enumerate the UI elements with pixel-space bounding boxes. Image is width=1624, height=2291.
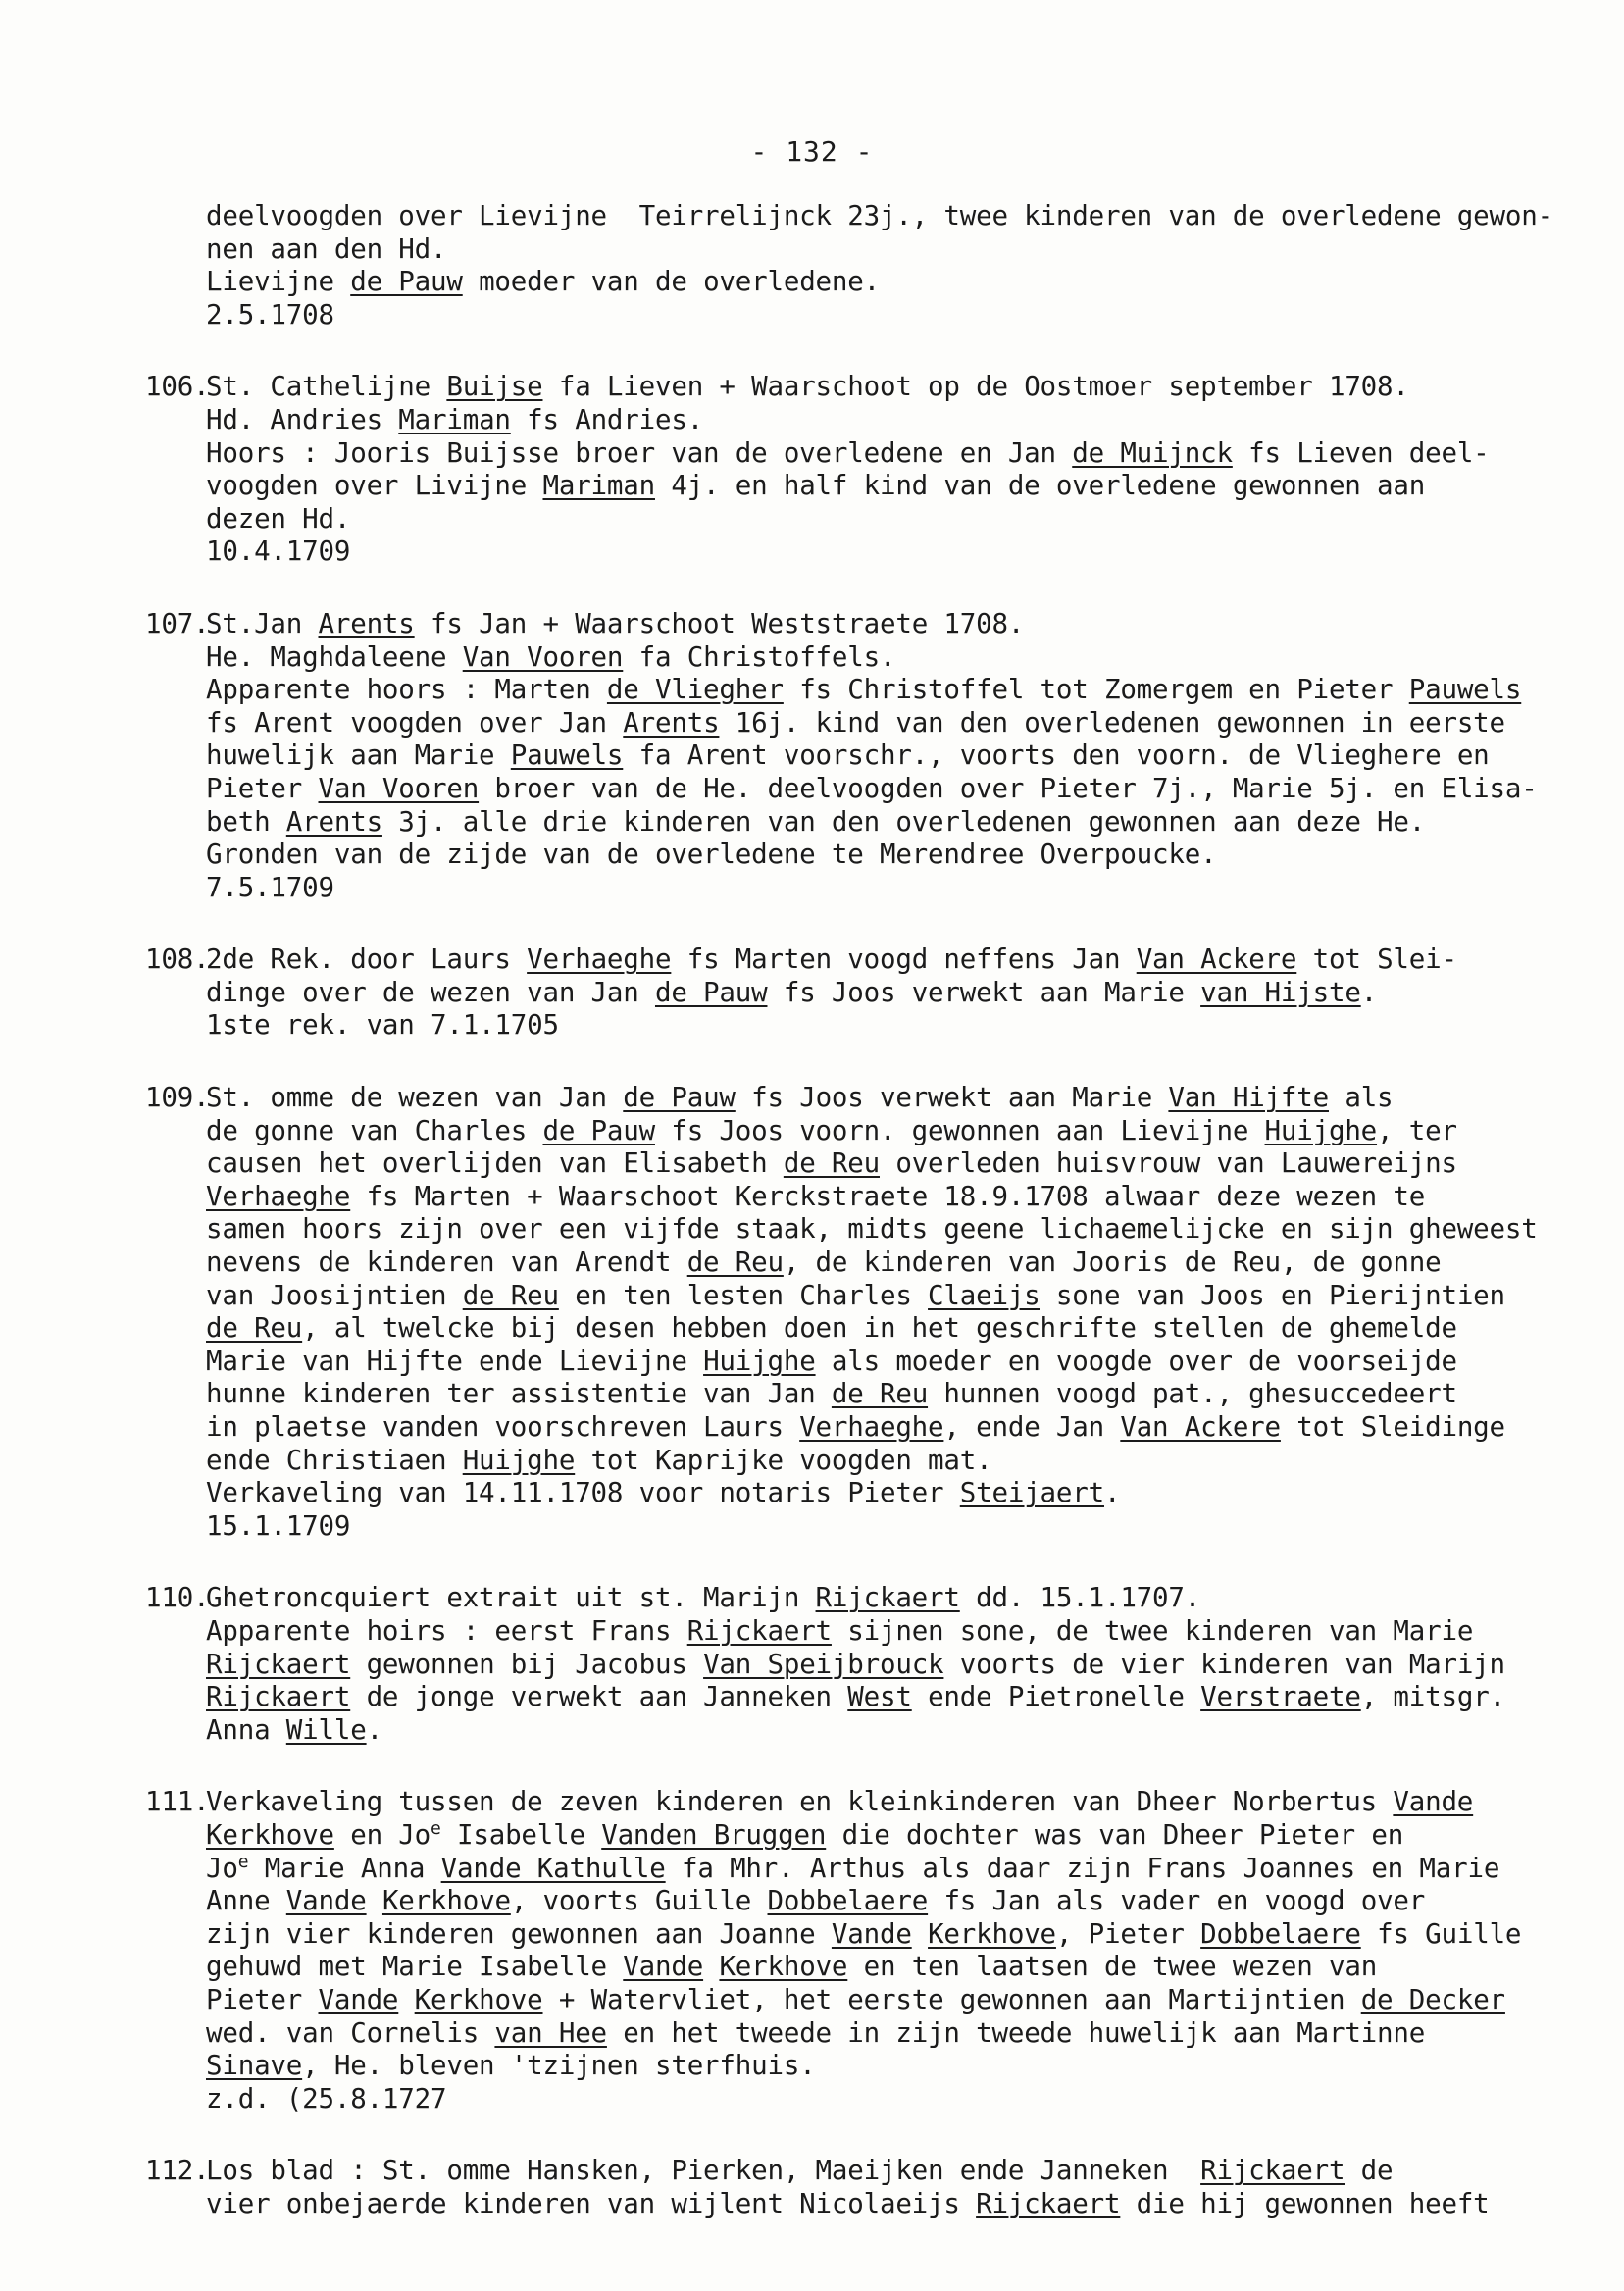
text-line: zijn vier kinderen gewonnen aan Joanne Vande Kerkhove, Pieter Dobbelaere fs Guille [206, 1917, 1522, 1950]
text-line: 1ste rek. van 7.1.1705 [206, 1009, 559, 1042]
text-line: 15.1.1709 [206, 1509, 351, 1542]
entry-heading-line: 109.St. omme de wezen van Jan de Pauw fs Joos verwekt aan Marie Van Hijfte als [145, 1082, 1394, 1114]
entry-112 [145, 2155, 1579, 2220]
entry-number: 110. [145, 1582, 210, 1614]
entry-number: 112. [145, 2155, 210, 2187]
entry-number: 108. [145, 943, 210, 976]
entry-111 [145, 1786, 1579, 2115]
text-line: Verhaeghe fs Marten + Waarschoot Kerckstraete 18.9.1708 alwaar deze wezen te [206, 1180, 1426, 1212]
entry-number: 109. [145, 1082, 210, 1114]
entry-107 [145, 608, 1579, 904]
text-line: deelvoogden over Lievijne Teirrelijnck 23j., twee kinderen van de overledene gewon- [206, 200, 1553, 231]
text-line: Hd. Andries Mariman fs Andries. [206, 403, 704, 435]
text-line: beth Arents 3j. alle drie kinderen van den overledenen gewonnen aan deze He. [206, 805, 1426, 838]
text-line: Apparente hoors : Marten de Vliegher fs Christoffel tot Zomergem en Pieter Pauwels [206, 674, 1522, 706]
text-line: voogden over Livijne Mariman 4j. en half kind van de overledene gewonnen aan [206, 470, 1426, 502]
text-line: fs Arent voogden over Jan Arents 16j. kind van den overledenen gewonnen in eerste [206, 706, 1505, 738]
entry-number: 107. [145, 607, 210, 639]
entry-heading-line: 112.Los blad : St. omme Hansken, Pierken, Maeijken ende Janneken Rijckaert de [145, 2155, 1394, 2187]
entry-109 [145, 1082, 1579, 1543]
text-line: Jo$^e$ Marie Anna Vande Kathulle fa Mhr. Arthus als daar zijn Frans Joannes en Marie [206, 1851, 1500, 1884]
text-line: Kerkhove en Jo$^e$ Isabelle Vanden Bruggen die dochter was van Dheer Pieter en [206, 1817, 1404, 1851]
text-line: gehuwd met Marie Isabelle Vande Kerkhove en ten laatsen de twee wezen van [206, 1951, 1378, 1983]
text-line: dinge over de wezen van Jan de Pauw fs Joos verwekt aan Marie van Hijste. [206, 976, 1378, 1008]
text-line: 7.5.1709 [206, 871, 334, 903]
entry-number: 111. [145, 1786, 210, 1818]
text-line: Anna Wille. [206, 1713, 382, 1746]
text-line: Pieter Van Vooren broer van de He. deelvoogden over Pieter 7j., Marie 5j. en Elisa- [206, 772, 1538, 804]
entry-heading-line: 106.St. Cathelijne Buijse fa Lieven + Waarschoot op de Oostmoer september 1708. [145, 371, 1409, 403]
text-line: z.d. (25.8.1727 [206, 2082, 447, 2114]
document-text [145, 200, 1579, 2220]
text-line: Gronden van de zijde van de overledene te Merendree Overpoucke. [206, 839, 1217, 871]
entry-110 [145, 1582, 1579, 1747]
intro-block [206, 200, 1579, 331]
text-line: huwelijk aan Marie Pauwels fa Arent voorschr., voorts den voorn. de Vlieghere en [206, 739, 1490, 772]
text-line: Rijckaert gewonnen bij Jacobus Van Speijbrouck voorts de vier kinderen van Marijn [206, 1648, 1505, 1680]
entry-number: 106. [145, 371, 210, 403]
text-line: 2.5.1708 [206, 298, 334, 331]
text-line: wed. van Cornelis van Hee en het tweede in zijn tweede huwelijk aan Martinne [206, 2016, 1426, 2049]
text-line: in plaetse vanden voorschreven Laurs Verhaeghe, ende Jan Van Ackere tot Sleidinge [206, 1411, 1505, 1443]
text-line: Apparente hoirs : eerst Frans Rijckaert sijnen sone, de twee kinderen van Marie [206, 1614, 1474, 1647]
page-number: - 132 - [750, 135, 874, 168]
text-line: Lievijne de Pauw moeder van de overledene. [206, 266, 880, 298]
text-line: Pieter Vande Kerkhove + Watervliet, het eerste gewonnen aan Martijntien de Decker [206, 1983, 1505, 2015]
text-line: Hoors : Jooris Buijsse broer van de overledene en Jan de Muijnck fs Lieven deel- [206, 436, 1490, 469]
entry-heading-line: 108.2de Rek. door Laurs Verhaeghe fs Marten voogd neffens Jan Van Ackere tot Slei- [145, 943, 1457, 976]
text-line: causen het overlijden van Elisabeth de Reu overleden huisvrouw van Lauwereijns [206, 1147, 1457, 1180]
entry-106 [145, 371, 1579, 569]
entry-heading-line: 107.St.Jan Arents fs Jan + Waarschoot Weststraete 1708. [145, 607, 1025, 639]
text-line: 10.4.1709 [206, 535, 351, 568]
entry-heading-line: 111.Verkaveling tussen de zeven kinderen en kleinkinderen van Dheer Norbertus Vande [145, 1786, 1474, 1818]
text-line: ende Christiaen Huijghe tot Kaprijke voogden mat. [206, 1444, 992, 1476]
text-line: de Reu, al twelcke bij desen hebben doen in het geschrifte stellen de ghemelde [206, 1312, 1457, 1345]
text-line: Anne Vande Kerkhove, voorts Guille Dobbelaere fs Jan als vader en voogd over [206, 1885, 1426, 1917]
entry-heading-line: 110.Ghetroncquiert extrait uit st. Marijn Rijckaert dd. 15.1.1707. [145, 1582, 1201, 1614]
text-line: Sinave, He. bleven 'tzijnen sterfhuis. [206, 2050, 816, 2082]
text-line: Rijckaert de jonge verwekt aan Janneken West ende Pietronelle Verstraete, mitsgr. [206, 1681, 1505, 1713]
text-line: van Joosijntien de Reu en ten lesten Charles Claeijs sone van Joos en Pierijntien [206, 1279, 1505, 1311]
text-line: vier onbejaerde kinderen van wijlent Nicolaeijs Rijckaert die hij gewonnen heeft [206, 2187, 1490, 2219]
entry-108 [145, 943, 1579, 1043]
text-line: Verkaveling van 14.11.1708 voor notaris Pieter Steijaert. [206, 1477, 1121, 1509]
text-line: nen aan den Hd. [206, 232, 447, 265]
text-line: He. Maghdaleene Van Vooren fa Christoffels. [206, 640, 896, 673]
text-line: nevens de kinderen van Arendt de Reu, de kinderen van Jooris de Reu, de gonne [206, 1247, 1442, 1279]
text-line: de gonne van Charles de Pauw fs Joos voorn. gewonnen aan Lievijne Huijghe, ter [206, 1114, 1457, 1146]
text-line: Marie van Hijfte ende Lievijne Huijghe als moeder en voogde over de voorseijde [206, 1345, 1457, 1377]
text-line: hunne kinderen ter assistentie van Jan de Reu hunnen voogd pat., ghesuccedeert [206, 1378, 1457, 1410]
text-line: samen hoors zijn over een vijfde staak, midts geene lichaemelijcke en sijn gheweest [206, 1213, 1538, 1246]
text-line: dezen Hd. [206, 502, 351, 535]
